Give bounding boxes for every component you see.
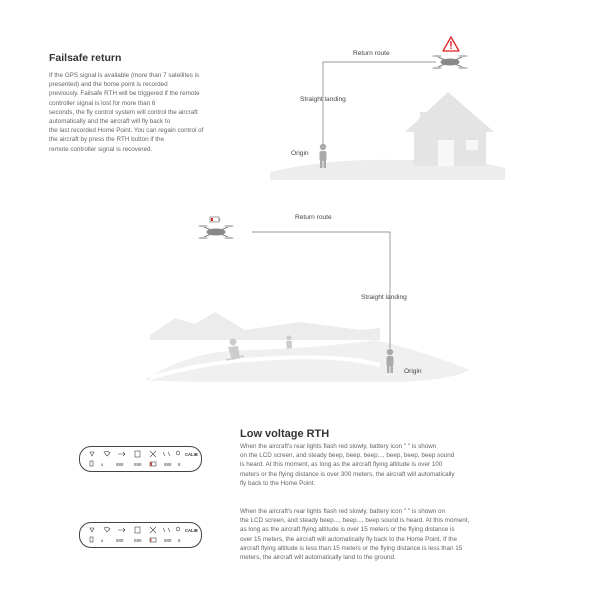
failsafe-line: automatically and the aircraft will fly back to [49,118,171,126]
svg-text:8: 8 [101,538,104,543]
bars-icon [135,451,140,457]
block1-line: meters or the flying distance is over 300 meters, the aircraft will automatically [240,470,455,478]
lcd-digits: 888 [164,538,172,543]
failsafe-line: the aircraft by press the RTH button if the [49,136,165,144]
block2-line: meters, the aircraft will automatically land to the ground. [240,554,396,562]
label-straight-landing-mid: Straight landing [361,294,407,301]
label-origin-mid: Origin [404,368,422,375]
block2-line: over 15 meters, the aircraft will automatically fly back to the Home Point. If the [240,535,457,543]
battery-low-icon [150,462,156,466]
dual-icon [163,528,170,532]
failsafe-line: the last recorded Home Point. You can regain control of [49,127,204,135]
block2-line: the LCD screen, and steady beep..., beep..., beep sound is heard. At this moment, [240,517,470,525]
battery-empty-icon [150,538,156,542]
failsafe-line: presented) and the home point is recorded [49,81,168,89]
failsafe-diagram-mid [0,200,600,400]
lcd-digits: 888 [116,538,124,543]
mountains [150,312,380,340]
lcd-digit-single: 8 [178,462,181,467]
ground-road [145,340,470,382]
failsafe-title: Failsafe return [49,52,122,64]
dual-icon [163,452,170,456]
label-straight-landing-top: Straight landing [300,96,346,103]
label-return-route-mid: Return route [295,214,332,221]
block1-line: on the LCD screen, and steady beep, beep, beep..., beep, beep, beep sound [240,452,455,460]
low-voltage-block-1 [240,442,520,488]
block1-line: fly back to the Home Point. [240,479,316,487]
low-voltage-title: Low voltage RTH [240,428,330,440]
label-return-route-top: Return route [353,50,390,57]
gps-icon [104,527,110,532]
failsafe-line: seconds, the fly control system will control the aircraft [49,108,198,116]
block1-line: When the aircraft's rear lights flash red slowly, battery icon " " is shown [240,443,437,450]
pin-icon [176,527,180,531]
lcd-icons [80,523,201,547]
signal-icon [90,528,94,532]
failsafe-line: previously. Failsafe RTH will be triggered if the remote [49,90,200,98]
lcd-panel-2 [79,522,202,548]
lcd-calib-label: CALIB [185,528,198,533]
house-icon [405,92,494,166]
skier-icon [286,336,292,350]
bars-icon [135,527,140,533]
drone-icon [432,55,468,69]
lcd-digits: 888 [134,538,142,543]
gps-icon [104,451,110,456]
low-voltage-block-2 [240,507,530,562]
block2-line: When the aircraft's rear lights flash red slowly, battery icon " " is shown on [240,508,446,515]
lcd-calib-label: CALIB [185,452,198,457]
x-icon [150,527,156,533]
battery-low-icon [210,217,220,222]
drone-icon [198,225,234,239]
x-icon [150,451,156,457]
lcd-digit-single: 8 [178,538,181,543]
lcd-icons [80,447,201,471]
lcd-digits: 888 [164,462,172,467]
block2-line: as long as the aircraft flying altitude is over 15 meters or the flying distance is [240,526,455,534]
arrow-icon [118,528,125,532]
label-origin-top: Origin [291,150,309,157]
lcd-panel-1 [79,446,202,472]
failsafe-line: controller signal is lost for more than 6 [49,99,156,107]
arrow-icon [118,452,125,456]
block1-line: is heard. At this moment, as long as the aircraft flying altitude is over 100 [240,461,443,469]
failsafe-line: If the GPS signal is available (more than 7 satellites is [49,72,200,79]
lcd-digits: 888 [134,462,142,467]
pin-icon [176,451,180,455]
svg-text:8: 8 [101,462,104,467]
block2-line: aircraft flying altitude is less than 15 meters or the flying distance is less than 15 [240,544,463,552]
lcd-digits: 888 [116,462,124,467]
warning-triangle-icon [443,37,459,51]
signal-icon [90,452,94,456]
failsafe-line: remote controller signal is recovered. [49,145,153,153]
